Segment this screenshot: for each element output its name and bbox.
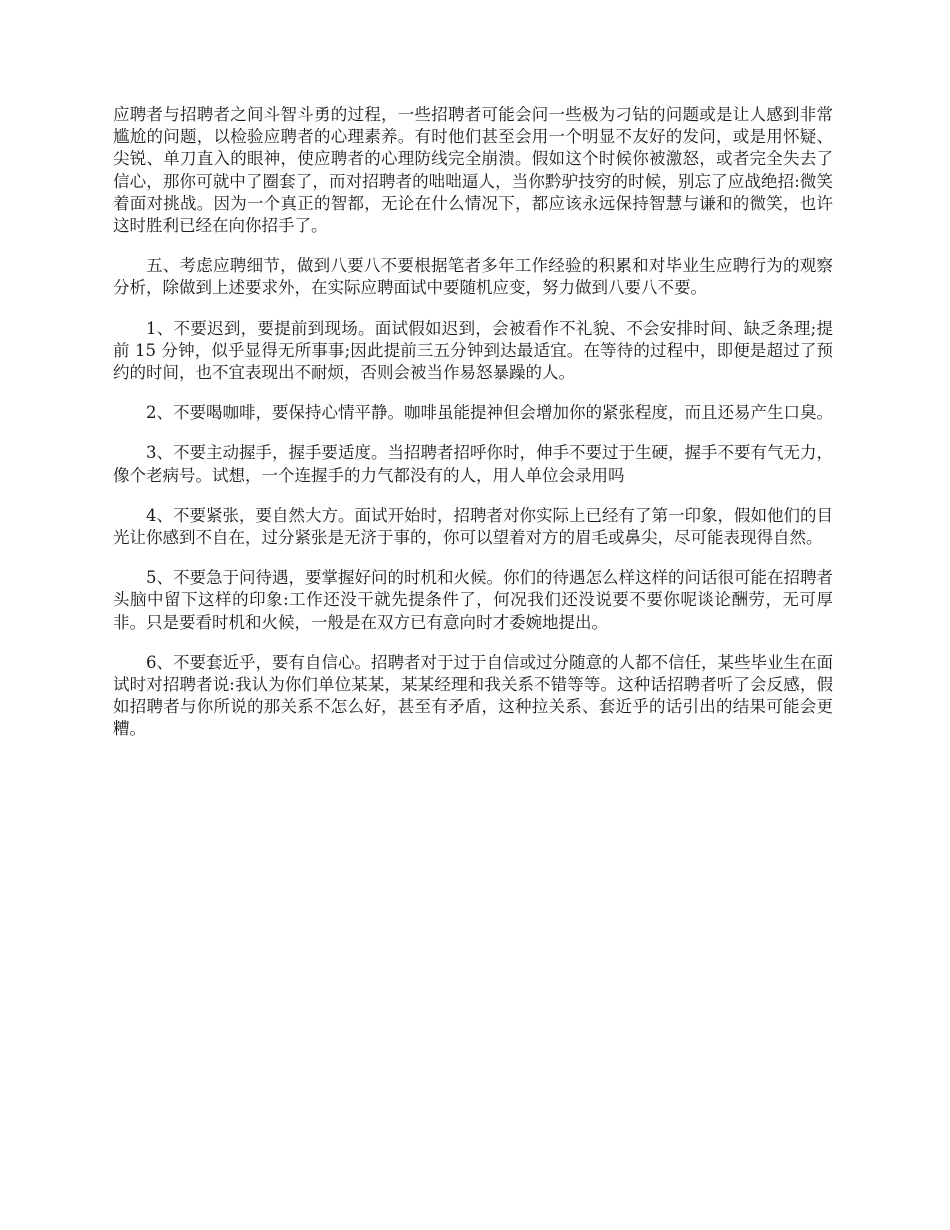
paragraph-section-five: 五、考虑应聘细节，做到八要八不要根据笔者多年工作经验的积累和对毕业生应聘行为的观察分析，除做到上述要求外，在实际应聘面试中要随机应变，努力做到八要八不要。 <box>113 256 833 298</box>
paragraph-item-5: 5、不要急于问待遇，要掌握好问的时机和火候。你们的待遇怎么样这样的问话很可能在招聘者头脑中留下这样的印象:工作还没干就先提条件了，何况我们还没说要不要你呢谈论酬劳，无可厚非。只是要看时机和火候，一般是在双方已有意向时才委婉地提出。 <box>113 568 833 632</box>
paragraph-intro: 应聘者与招聘者之间斗智斗勇的过程，一些招聘者可能会问一些极为刁钻的问题或是让人感到非常尴尬的问题，以检验应聘者的心理素养。有时他们甚至会用一个明显不友好的发问，或是用怀疑、尖锐、单刀直入的眼神，使应聘者的心理防线完全崩溃。假如这个时候你被激怒，或者完全失去了信心，那你可就中了圈套了，而对招聘者的咄咄逼人，当你黔驴技穷的时候，别忘了应战绝招:微笑着面对挑战。因为一个真正的智都，无论在什么情况下，都应该永远保持智慧与谦和的微笑，也许这时胜利已经在向你招手了。 <box>113 105 833 236</box>
paragraph-item-4: 4、不要紧张，要自然大方。面试开始时，招聘者对你实际上已经有了第一印象，假如他们的目光让你感到不自在，过分紧张是无济于事的，你可以望着对方的眉毛或鼻尖，尽可能表现得自然。 <box>113 505 833 548</box>
paragraph-item-6: 6、不要套近乎，要有自信心。招聘者对于过于自信或过分随意的人都不信任，某些毕业生在面试时对招聘者说:我认为你们单位某某，某某经理和我关系不错等等。这种话招聘者听了会反感，假如招聘者与你所说的那关系不怎么好，甚至有矛盾，这种拉关系、套近乎的话引出的结果可能会更糟。 <box>113 652 833 739</box>
paragraph-item-2: 2、不要喝咖啡，要保持心情平静。咖啡虽能提神但会增加你的紧张程度，而且还易产生口臭。 <box>146 403 833 423</box>
paragraph-item-3: 3、不要主动握手，握手要适度。当招聘者招呼你时，伸手不要过于生硬，握手不要有气无力，像个老病号。试想，一个连握手的力气都没有的人，用人单位会录用吗 <box>113 443 833 485</box>
paragraph-item-1: 1、不要迟到，要提前到现场。面试假如迟到，会被看作不礼貌、不会安排时间、缺乏条理;提前 15 分钟，似乎显得无所事事;因此提前三五分钟到达最适宜。在等待的过程中，即便是超过了预约的时间，也不宜表现出不耐烦，否则会被当作易怒暴躁的人。 <box>113 318 833 383</box>
document-body <box>113 104 833 759</box>
